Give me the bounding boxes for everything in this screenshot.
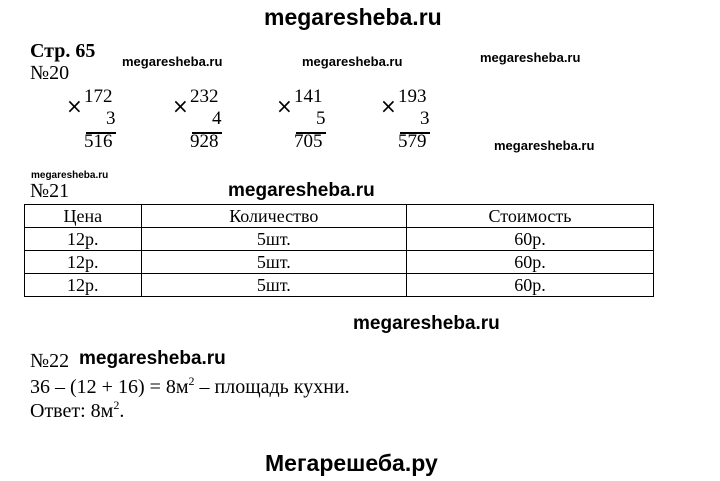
equation-text: 36 – (12 + 16) = 8м <box>30 376 189 398</box>
table-cell: 60р. <box>407 274 654 297</box>
multiply-sign: × <box>172 94 189 118</box>
multiplication-problem <box>276 86 346 156</box>
multiply-sign: × <box>66 94 83 118</box>
multiplication-problem <box>172 86 242 156</box>
equation-text: – площадь кухни. <box>194 376 350 398</box>
watermark: megaresheba.ru <box>494 138 595 153</box>
multiplicand: 172 <box>84 86 113 107</box>
watermark: megaresheba.ru <box>480 50 581 65</box>
table-cell: 60р. <box>407 228 654 251</box>
product: 705 <box>294 131 323 152</box>
table-row <box>25 228 654 251</box>
answer-text: . <box>119 400 125 422</box>
multiplier: 5 <box>316 108 326 129</box>
product: 579 <box>398 131 427 152</box>
product: 928 <box>190 131 219 152</box>
table-cell: 12р. <box>25 251 142 274</box>
answer-text: Ответ: 8м <box>30 400 114 422</box>
table-header-row <box>25 205 654 228</box>
page-label: Стр. 65 <box>30 40 96 62</box>
multiplicand: 193 <box>398 86 427 107</box>
price-table <box>24 204 654 297</box>
table-row <box>25 251 654 274</box>
watermark: megaresheba.ru <box>79 348 226 369</box>
table-cell: 12р. <box>25 274 142 297</box>
multiplier: 3 <box>106 108 116 129</box>
multiplier: 4 <box>212 108 222 129</box>
column-header: Стоимость <box>407 205 654 228</box>
task-22-label: №22 <box>30 350 70 372</box>
watermark: megaresheba.ru <box>31 170 109 181</box>
task-22-equation <box>30 376 350 399</box>
table-row <box>25 274 654 297</box>
watermark: megaresheba.ru <box>302 54 403 69</box>
multiplier: 3 <box>420 108 430 129</box>
superscript: 2 <box>188 374 195 388</box>
task-20-label: №20 <box>30 62 70 84</box>
table-cell: 12р. <box>25 228 142 251</box>
watermark: megaresheba.ru <box>122 54 223 69</box>
task-21-label: №21 <box>30 180 70 202</box>
watermark-top: megaresheba.ru <box>264 4 442 30</box>
table-cell: 5шт. <box>141 251 406 274</box>
superscript: 2 <box>113 398 120 412</box>
task-22-answer <box>30 400 124 423</box>
multiplication-problem <box>380 86 450 156</box>
watermark: megaresheba.ru <box>353 313 500 334</box>
multiplicand: 232 <box>190 86 219 107</box>
watermark: megaresheba.ru <box>228 180 375 201</box>
watermark-bottom: Мегарешеба.ру <box>265 450 438 476</box>
product: 516 <box>84 131 113 152</box>
table-cell: 60р. <box>407 251 654 274</box>
multiplicand: 141 <box>294 86 323 107</box>
column-header: Количество <box>141 205 406 228</box>
multiplication-problem <box>66 86 136 156</box>
table-cell: 5шт. <box>141 274 406 297</box>
multiply-sign: × <box>380 94 397 118</box>
table-cell: 5шт. <box>141 228 406 251</box>
column-header: Цена <box>25 205 142 228</box>
multiply-sign: × <box>276 94 293 118</box>
